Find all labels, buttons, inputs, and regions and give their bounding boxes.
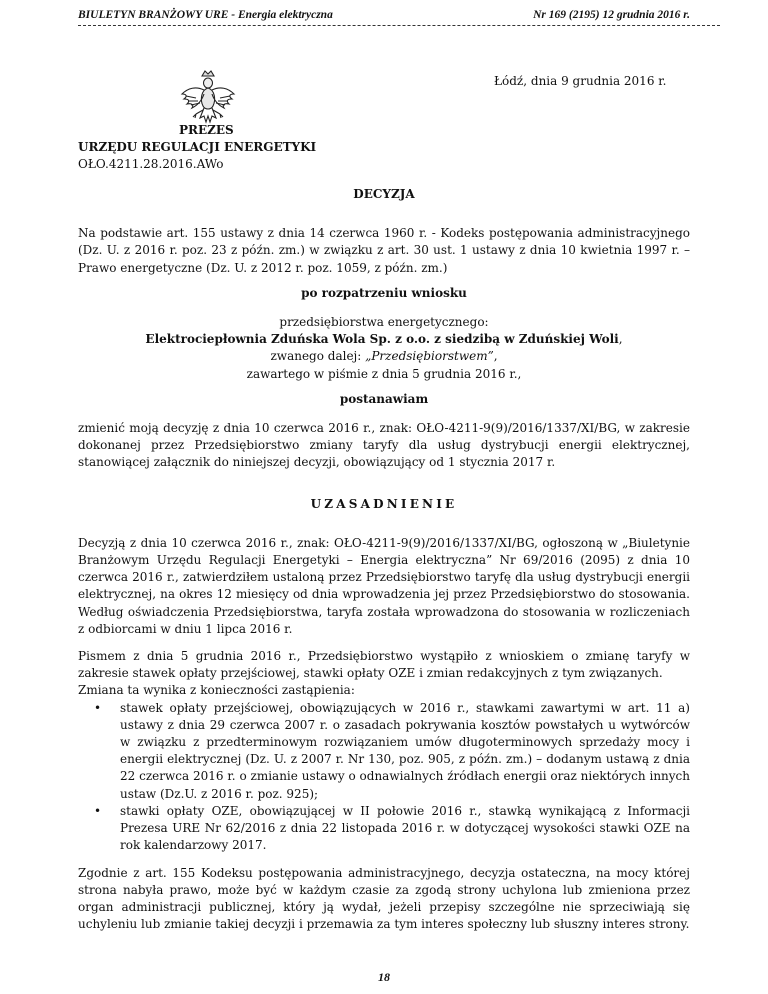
issuing-authority <box>78 122 316 173</box>
case-reference: OŁO.4211.28.2016.AWo <box>78 157 224 171</box>
justification-paragraph-2b: Zmiana ta wynika z konieczności zastąpienia: <box>78 683 355 698</box>
place-and-date: Łódź, dnia 9 grudnia 2016 r. <box>494 74 667 88</box>
applicant-name: Elektrociepłownia Zduńska Wola Sp. z o.o. z siedzibą w Zduńskiej Woli <box>145 332 619 347</box>
polish-eagle-emblem-icon <box>176 66 240 130</box>
after-review-heading: po rozpatrzeniu wniosku <box>301 285 467 300</box>
authority-office: URZĘDU REGULACJI ENERGETYKI <box>78 140 317 154</box>
list-item-text: stawek opłaty przejściowej, obowiązujących w 2016 r., stawkami zawartymi w art. 11 a) ustawy z dnia 29 czerwca 2007 r. o zasadach pokrywania kosztów powstałych u wytwórców w związku z przedterminowym rozwiązaniem umów długoterminowych sprzedaży mocy i energii elektrycznej (Dz. U. z 2007 r. Nr 130, poz. 905, z późn. zm.) – dodanym ustawą z dnia 22 czerwca 2016 r. o zmianie ustawy o odnawialnych źródłach energii oraz niektórych innych ustaw (Dz.U. z 2016 r. poz. 925); <box>120 700 690 801</box>
legal-basis: Na podstawie art. 155 ustawy z dnia 14 czerwca 1960 r. - Kodeks postępowania administracyjnego (Dz. U. z 2016 r. poz. 23 z późn. zm.) w związku z art. 30 ust. 1 ustawy z dnia 10 kwietnia 1997 r. – Prawo energetyczne (Dz. U. z 2012 r. poz. 1059, z późn. zm.) <box>78 226 690 275</box>
header-issue: Nr 169 (2195) 12 grudnia 2016 r. <box>533 9 690 21</box>
list-item <box>94 700 690 803</box>
applicant-block <box>78 314 690 383</box>
document-body <box>78 186 690 933</box>
list-item-text: stawki opłaty OZE, obowiązującej w II połowie 2016 r., stawką wynikającą z Informacji Prezesa URE Nr 62/2016 z dnia 22 listopada 2016 r. w dotyczącej wysokości stawki OZE na rok kalendarzowy 2017. <box>120 803 690 853</box>
running-header <box>78 9 690 21</box>
authority-title: PREZES <box>179 123 234 137</box>
applicant-type: przedsiębiorstwa energetycznego: <box>279 315 489 330</box>
applicant-alias-line <box>78 348 690 365</box>
page-number: 18 <box>378 970 390 984</box>
header-publication: BIULETYN BRANŻOWY URE - Energia elektryczna <box>78 9 333 21</box>
bullet-icon: • <box>94 700 102 715</box>
list-item <box>94 803 690 855</box>
operative-part: zmienić moją decyzję z dnia 10 czerwca 2016 r., znak: OŁO-4211-9(9)/2016/1337/XI/BG, w zakresie dokonanej przez Przedsiębiorstwo zmiany taryfy dla usług dystrybucji energii elektrycznej, stanowiącej załącznik do niniejszej decyzji, obowiązujący od 1 stycznia 2017 r. <box>78 421 690 470</box>
alias-name: „Przedsiębiorstwem” <box>365 349 494 364</box>
applicant-name-suffix: , <box>618 332 623 347</box>
justification-paragraph-3: Zgodnie z art. 155 Kodeksu postępowania administracyjnego, decyzja ostateczna, na mocy której strona nabyła prawo, może być w każdym czasie za zgodą strony uchylona lub zmieniona przez organ administracji publicznej, który ją wydał, jeżeli przepisy szczególne nie sprzeciwiają się uchyleniu lub zmianie takiej decyzji i przemawia za tym interes społeczny lub słuszny interes strony. <box>78 865 690 932</box>
applicant-name-line <box>78 331 690 348</box>
decision-title: DECYZJA <box>353 187 415 201</box>
alias-prefix: zwanego dalej: <box>270 349 366 364</box>
justification-heading: UZASADNIENIE <box>310 496 458 511</box>
replacement-list <box>78 700 690 855</box>
alias-suffix: , <box>493 349 498 364</box>
application-date-line: zawartego w piśmie z dnia 5 grudnia 2016 r., <box>246 366 522 381</box>
resolve-heading: postanawiam <box>339 391 429 406</box>
justification-paragraph-2: Pismem z dnia 5 grudnia 2016 r., Przedsiębiorstwo wystąpiło z wnioskiem o zmianę taryfy w zakresie stawek opłaty przejściowej, stawki opłaty OZE i zmian redakcyjnych z tym związanych. <box>78 649 690 681</box>
header-divider <box>78 25 720 26</box>
justification-paragraph-1: Decyzją z dnia 10 czerwca 2016 r., znak: OŁO-4211-9(9)/2016/1337/XI/BG, ogłoszoną w „Biuletynie Branżowym Urzędu Regulacji Energetyki – Energia elektryczna” Nr 69/2016 (2095) z dnia 10 czerwca 2016 r., zatwierdziłem ustaloną przez Przedsiębiorstwo taryfę dla usług dystrybucji energii elektrycznej, na okres 12 miesięcy od dnia wprowadzenia jej przez Przedsiębiorstwo do stosowania. Według oświadczenia Przedsiębiorstwa, taryfa została wprowadzona do stosowania w rozliczeniach z odbiorcami w dniu 1 lipca 2016 r. <box>78 535 690 636</box>
bullet-icon: • <box>94 803 102 818</box>
